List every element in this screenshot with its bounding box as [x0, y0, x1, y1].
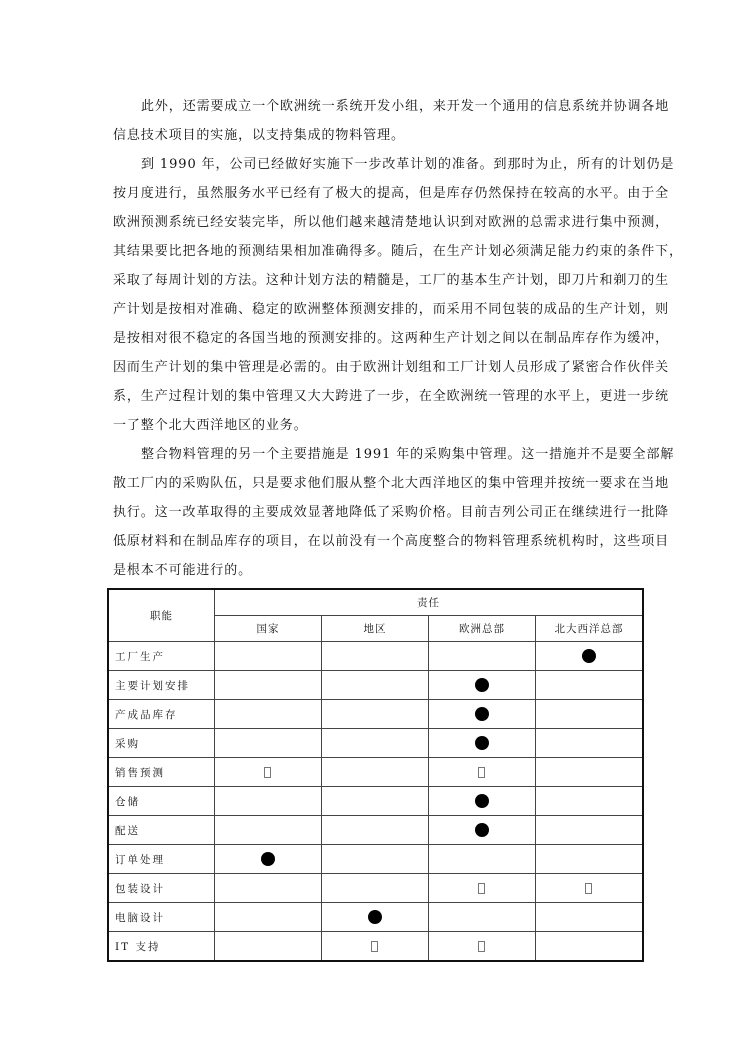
text-line: 此外，还需要成立一个欧洲统一系统开发小组，来开发一个通用的信息系统并协调各地	[141, 99, 670, 114]
function-cell: 仓储	[108, 787, 214, 816]
responsibility-cell	[321, 874, 428, 903]
table-row	[108, 903, 643, 932]
column-header: 地区	[321, 616, 428, 642]
responsibility-cell	[428, 816, 535, 845]
paragraph	[113, 440, 675, 585]
responsibility-header: 责任	[214, 589, 643, 616]
responsibility-cell	[535, 932, 643, 962]
table-row	[108, 729, 643, 758]
responsibility-cell	[321, 700, 428, 729]
filled-circle-icon	[261, 852, 275, 866]
box-icon	[371, 941, 378, 952]
function-cell: 采购	[108, 729, 214, 758]
paragraph	[113, 150, 683, 440]
responsibility-cell	[214, 787, 321, 816]
responsibility-cell	[535, 903, 643, 932]
table-row	[108, 758, 643, 787]
text-line: 系，生产过程计划的集中管理又大大跨进了一步，在全欧洲统一管理的水平上，更进一步统	[113, 389, 670, 404]
function-cell: 订单处理	[108, 845, 214, 874]
responsibility-table	[107, 588, 644, 962]
paragraph	[113, 92, 670, 150]
responsibility-cell	[428, 787, 535, 816]
text-line: 采取了每周计划的方法。这种计划方法的精髓是，工厂的基本生产计划，即刀片和剃刀的生	[113, 273, 670, 288]
responsibility-cell	[214, 671, 321, 700]
column-header: 北大西洋总部	[535, 616, 643, 642]
responsibility-cell	[535, 874, 643, 903]
responsibility-cell	[214, 729, 321, 758]
table-row	[108, 874, 643, 903]
function-cell: 主要计划安排	[108, 671, 214, 700]
column-header: 国家	[214, 616, 321, 642]
responsibility-cell	[428, 932, 535, 962]
function-cell: 工厂生产	[108, 642, 214, 671]
responsibility-cell	[321, 845, 428, 874]
responsibility-cell	[214, 642, 321, 671]
responsibility-cell	[321, 932, 428, 962]
table-row	[108, 671, 643, 700]
responsibility-cell	[428, 729, 535, 758]
text-line: 低原材料和在制品库存的项目，在以前没有一个高度整合的物料管理系统机构时，这些项目	[113, 534, 670, 549]
responsibility-cell	[214, 700, 321, 729]
filled-circle-icon	[368, 910, 382, 924]
function-cell: IT 支持	[108, 932, 214, 962]
responsibility-cell	[214, 845, 321, 874]
text-line: 是按相对很不稳定的各国当地的预测安排的。这两种生产计划之间以在制品库存作为缓冲，	[113, 331, 670, 346]
responsibility-cell	[428, 758, 535, 787]
responsibility-cell	[428, 903, 535, 932]
responsibility-cell	[428, 874, 535, 903]
function-cell: 包装设计	[108, 874, 214, 903]
responsibility-cell	[214, 758, 321, 787]
responsibility-cell	[214, 816, 321, 845]
responsibility-cell	[321, 787, 428, 816]
filled-circle-icon	[475, 707, 489, 721]
responsibility-cell	[535, 642, 643, 671]
text-line: 其结果要比把各地的预测结果相加准确得多。随后，在生产计划必须满足能力约束的条件下，	[113, 244, 683, 259]
box-icon	[478, 883, 485, 894]
text-line: 是根本不可能进行的。	[113, 563, 253, 578]
box-icon	[478, 941, 485, 952]
filled-circle-icon	[475, 823, 489, 837]
table-row	[108, 932, 643, 962]
function-cell: 配送	[108, 816, 214, 845]
text-line: 欧洲预测系统已经安装完毕，所以他们越来越清楚地认识到对欧洲的总需求进行集中预测，	[113, 215, 670, 230]
table-row	[108, 787, 643, 816]
responsibility-cell	[321, 729, 428, 758]
responsibility-cell	[214, 903, 321, 932]
table-row	[108, 816, 643, 845]
responsibility-cell	[321, 816, 428, 845]
responsibility-cell	[321, 642, 428, 671]
responsibility-cell	[428, 845, 535, 874]
text-line: 按月度进行，虽然服务水平已经有了极大的提高，但是库存仍然保持在较高的水平。由于全	[113, 186, 670, 201]
text-line: 整合物料管理的另一个主要措施是 1991 年的采购集中管理。这一措施并不是要全部解	[141, 447, 675, 462]
box-icon	[585, 883, 592, 894]
responsibility-cell	[214, 932, 321, 962]
responsibility-cell	[321, 758, 428, 787]
filled-circle-icon	[582, 649, 596, 663]
text-line: 一了整个北大西洋地区的业务。	[113, 418, 308, 433]
responsibility-cell	[535, 816, 643, 845]
responsibility-cell	[535, 700, 643, 729]
responsibility-cell	[535, 729, 643, 758]
responsibility-cell	[321, 671, 428, 700]
responsibility-cell	[428, 642, 535, 671]
function-cell: 电脑设计	[108, 903, 214, 932]
box-icon	[478, 767, 485, 778]
filled-circle-icon	[475, 736, 489, 750]
responsibility-cell	[321, 903, 428, 932]
responsibility-cell	[535, 845, 643, 874]
filled-circle-icon	[475, 794, 489, 808]
responsibility-cell	[428, 671, 535, 700]
text-line: 因而生产计划的集中管理是必需的。由于欧洲计划组和工厂计划人员形成了紧密合作伙伴关	[113, 360, 670, 375]
table-row	[108, 845, 643, 874]
text-line: 执行。这一改革取得的主要成效显著地降低了采购价格。目前吉列公司正在继续进行一批降	[113, 505, 670, 520]
responsibility-cell	[535, 671, 643, 700]
table-row	[108, 642, 643, 671]
function-header: 职能	[108, 589, 214, 642]
responsibility-cell	[535, 758, 643, 787]
text-line: 散工厂内的采购队伍，只是要求他们服从整个北大西洋地区的集中管理并按统一要求在当地	[113, 476, 670, 491]
text-line: 到 1990 年，公司已经做好实施下一步改革计划的准备。到那时为止，所有的计划仍是	[141, 157, 675, 172]
function-cell: 销售预测	[108, 758, 214, 787]
box-icon	[264, 767, 271, 778]
responsibility-cell	[214, 874, 321, 903]
table-row	[108, 700, 643, 729]
column-header: 欧洲总部	[428, 616, 535, 642]
responsibility-cell	[428, 700, 535, 729]
text-line: 产计划是按相对准确、稳定的欧洲整体预测安排的，而采用不同包装的成品的生产计划，则	[113, 302, 670, 317]
filled-circle-icon	[475, 678, 489, 692]
responsibility-cell	[535, 787, 643, 816]
text-line: 信息技术项目的实施，以支持集成的物料管理。	[113, 128, 405, 143]
function-cell: 产成品库存	[108, 700, 214, 729]
